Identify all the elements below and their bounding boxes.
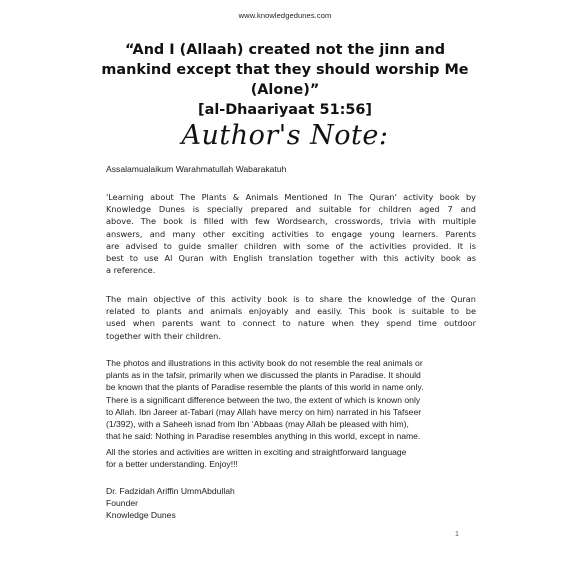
paragraph-objective [106, 293, 476, 342]
site-url: www.knowledgedunes.com [238, 11, 332, 20]
paragraph-line: plants as in the tafsir, primarily when we discussed the plants in Paradise. It should [106, 370, 421, 381]
paragraph-line: All the stories and activities are written in exciting and straightforward language [106, 447, 407, 457]
paragraph-line: There is a significant difference between the two, the extent of which is known only [106, 394, 421, 405]
paragraph-line: answers, and many other exciting activities to engage young learners. Parents [106, 228, 476, 239]
paragraph-line: Knowledge Dunes is specially prepared and suitable for children aged 7 and [106, 204, 476, 215]
signature-title: Founder [106, 498, 139, 509]
paragraph-line: together with their children. [106, 330, 221, 341]
paragraph-line: The main objective of this activity book is to share the knowledge of the Quran [106, 294, 476, 304]
quote-reference: [al-Dhaariyaat 51:56] [198, 102, 372, 118]
quote-line: (Alone)” [250, 82, 320, 98]
paragraph-line: 'Learning about The Plants & Animals Mentioned In The Quran' activity book by [106, 192, 476, 202]
paragraph-intro [106, 191, 476, 276]
paragraph-line: best to use Al Quran with English translation together with this activity book as [106, 253, 476, 264]
paragraph-line: to Allah. Ibn Jareer at-Tabari (may Allah have mercy on him) narrated in his Tafseer [106, 406, 422, 417]
page-number: 1 [455, 531, 459, 538]
greeting: Assalamualaikum Warahmatullah Wabarakatuh [106, 164, 287, 174]
paragraph-line: related to plants and animals enjoyably and easily. This book is suitable to be [106, 306, 476, 317]
paragraph-line: a reference. [106, 265, 156, 276]
paragraph-line: The photos and illustrations in this activity book do not resemble the real animals or [106, 358, 423, 368]
signature-name: Dr. Fadzidah Ariffin UmmAbdullah [106, 486, 235, 496]
paragraph-line: that he said: Nothing in Paradise resembles anything in this world, except in name. [106, 431, 421, 442]
paragraph-illustrations [106, 357, 476, 442]
paragraph-line: are advised to guide smaller children with some of the activities provided. It is [106, 240, 476, 251]
quote-line: “And I (Allaah) created not the jinn and [124, 42, 446, 58]
paragraph-line: for a better understanding. Enjoy!!! [106, 459, 238, 470]
quote-line: mankind except that they should worship Me [101, 62, 469, 78]
signature-organization: Knowledge Dunes [106, 510, 176, 521]
paragraph-line: used when parents want to connect to nature when they spend time outdoor [106, 318, 476, 329]
authors-note-heading: Author's Note: [181, 120, 389, 151]
paragraph-line: (1/392), with a Saheeh isnad from Ibn ‘Abbaas (may Allah be pleased with him), [106, 419, 409, 430]
paragraph-closing [106, 446, 476, 470]
paragraph-line: above. The book is filled with few Wordsearch, crosswords, trivia with multiple [106, 216, 476, 227]
signature-block [106, 485, 476, 522]
quran-quote [60, 40, 510, 120]
paragraph-line: be known that the plants of Paradise resemble the plants of this world in name only. [106, 382, 424, 393]
